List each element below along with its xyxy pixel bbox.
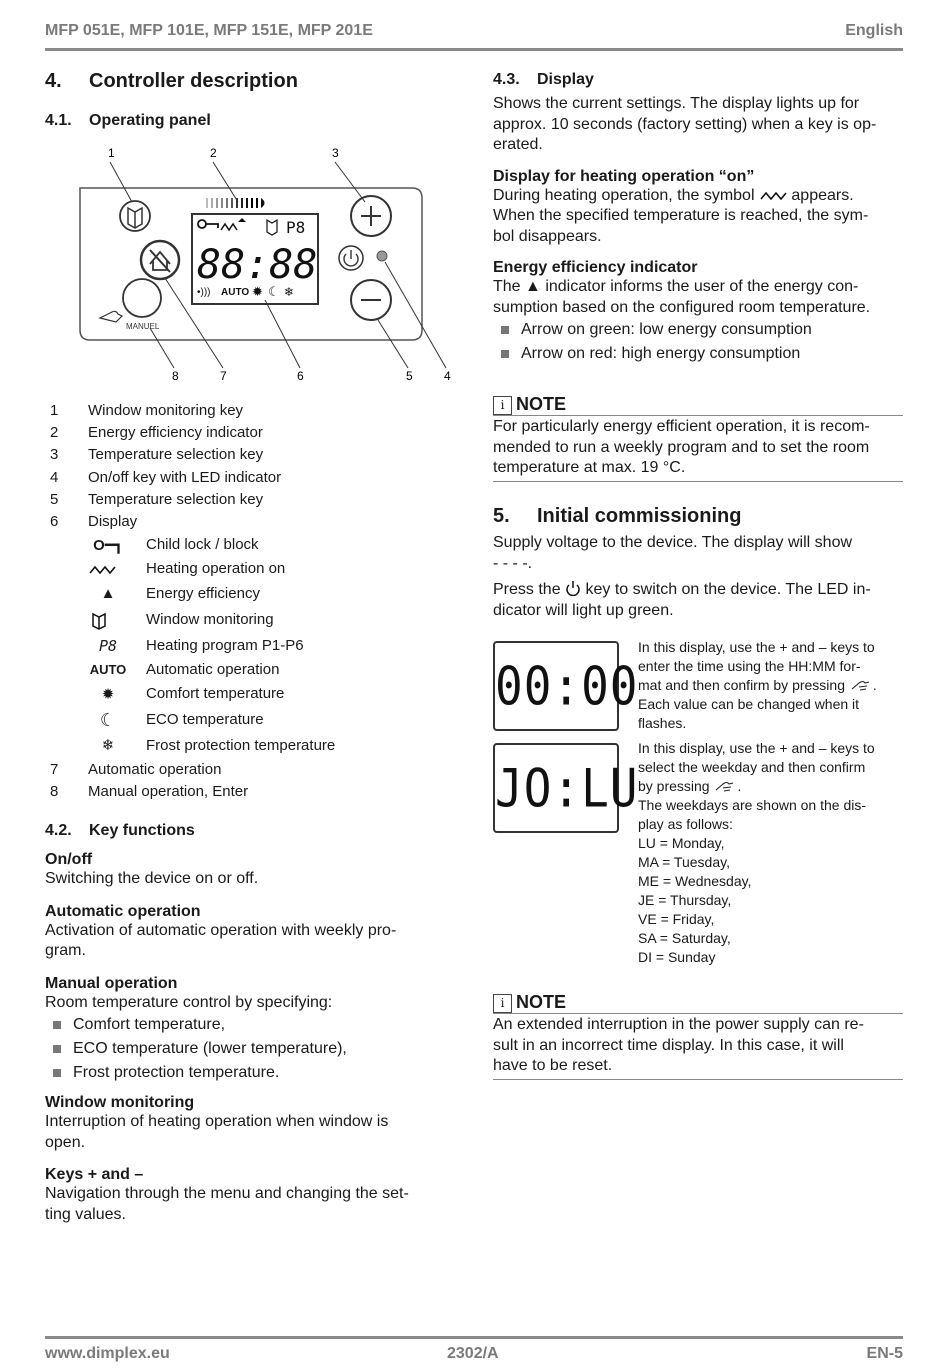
power-icon xyxy=(565,580,581,596)
callout-7: 7 xyxy=(220,369,227,383)
program-icon: P8 xyxy=(98,637,118,655)
callout-8: 8 xyxy=(172,369,179,383)
section-4-3-heading: 4.3. Display xyxy=(493,71,594,88)
callout-6: 6 xyxy=(297,369,304,383)
lcd-digits: 88:88 xyxy=(197,242,318,288)
section-4-2-heading: 4.2. Key functions xyxy=(45,822,195,839)
note-1-title: i NOTE xyxy=(493,394,566,415)
lcd-auto: AUTO xyxy=(221,287,250,298)
svg-text:❄: ❄ xyxy=(284,285,295,299)
weekday-instructions: In this display, use the + and – keys to select the weekday and then confirm by pressing . The weekdays are shown on the dis- play as follows: LU = Monday, MA = Tuesday, ME = Wednesday, JE = Thursday, VE = Friday, SA = Saturday, DI = Sunday xyxy=(638,740,875,965)
page-number: EN-5 xyxy=(866,1345,903,1362)
note-2-title: i NOTE xyxy=(493,992,566,1013)
list-item: Arrow on red: high energy consumption xyxy=(493,342,905,366)
led-indicator xyxy=(377,251,387,261)
info-icon: i xyxy=(493,396,512,415)
window-icon xyxy=(90,612,110,630)
triangle-icon: ▲ xyxy=(525,278,541,295)
heating-wave-icon xyxy=(759,189,787,201)
key-functions: On/off Switching the device on or off. Automatic operation Activation of automatic operation with weekly pro- gram. Manual operation Room temperature control by specifying: Comfort temperature, ECO temperature (lower temperature), Frost protection temperature. Window monitoring Interruption of heating operation when window is open. Keys + and – Navigation through the menu and changing the set- ting values. xyxy=(45,851,455,1225)
energy-efficiency-bar xyxy=(206,198,265,208)
display-description: Shows the current settings. The display lights up for approx. 10 seconds (factory setting) when a key is op- erated. Display for heating operation “on” During heating operation, the symbol appears. When the specified temperature is reached, the sym- bol disappears. Energy efficiency indicator The ▲ indicator informs the user of the energy con- sumption based on the configured room temperature. Arrow on green: low energy consumption Arrow on red: high energy consumption xyxy=(493,94,905,366)
list-item: Comfort temperature, xyxy=(45,1013,455,1037)
list-item: Arrow on green: low energy consumption xyxy=(493,318,905,342)
section-4-heading: 4. Controller description xyxy=(45,70,298,92)
note-2-body: An extended interruption in the power supply can re- sult in an incorrect time display. In this case, it will have to be reset. xyxy=(493,1016,864,1074)
list-item: ECO temperature (lower temperature), xyxy=(45,1037,455,1061)
triangle-icon: ▲ xyxy=(100,585,116,602)
section-5-heading: 5. Initial commissioning xyxy=(493,505,742,527)
time-instructions: In this display, use the + and – keys to enter the time using the HH:MM for- mat and then confirm by pressing . Each value can be changed when it flashes. xyxy=(638,639,877,731)
manual-operation-key xyxy=(123,279,161,317)
commissioning-text: Supply voltage to the device. The display will show - - - -. Press the key to switch on the device. The LED in- dicator will light up green. xyxy=(493,534,871,619)
website-link[interactable]: www.dimplex.eu xyxy=(45,1345,170,1362)
sun-icon: ✹ xyxy=(101,686,115,703)
manuel-label: MANUEL xyxy=(126,322,160,331)
auto-icon: AUTO xyxy=(89,662,127,677)
lcd-weekday-display: JO:LU xyxy=(493,743,619,833)
callout-4: 4 xyxy=(444,369,451,383)
model-list: MFP 051E, MFP 101E, MFP 151E, MFP 201E xyxy=(45,22,373,39)
page-header xyxy=(45,20,903,51)
hand-icon xyxy=(713,778,737,794)
note-1-body: For particularly energy efficient operation, it is recom- mended to run a weekly program and to set the room temperature at max. 19 °C. xyxy=(493,418,870,476)
callout-2: 2 xyxy=(210,146,217,160)
callout-3: 3 xyxy=(332,146,339,160)
operating-panel-figure xyxy=(60,140,460,385)
callout-5: 5 xyxy=(406,369,413,383)
lcd-program: P8 xyxy=(286,218,306,237)
heating-wave-icon xyxy=(88,563,118,577)
svg-text:•))): •))) xyxy=(197,287,211,298)
svg-text:✹: ✹ xyxy=(252,285,263,300)
doc-code: 2302/A xyxy=(447,1345,499,1362)
snowflake-icon: ❄ xyxy=(101,737,115,754)
callout-1: 1 xyxy=(108,146,115,160)
lcd-time-display: 00:00 xyxy=(493,641,619,731)
hand-icon xyxy=(849,677,873,693)
page-footer xyxy=(45,1336,903,1369)
svg-text:☾: ☾ xyxy=(268,285,280,300)
section-4-1-heading: 4.1. Operating panel xyxy=(45,112,211,129)
list-item: Frost protection temperature. xyxy=(45,1061,455,1085)
moon-icon: ☾ xyxy=(99,710,117,730)
language-label: English xyxy=(845,22,903,39)
key-icon: O━┓ xyxy=(93,537,123,554)
info-icon: i xyxy=(493,994,512,1013)
